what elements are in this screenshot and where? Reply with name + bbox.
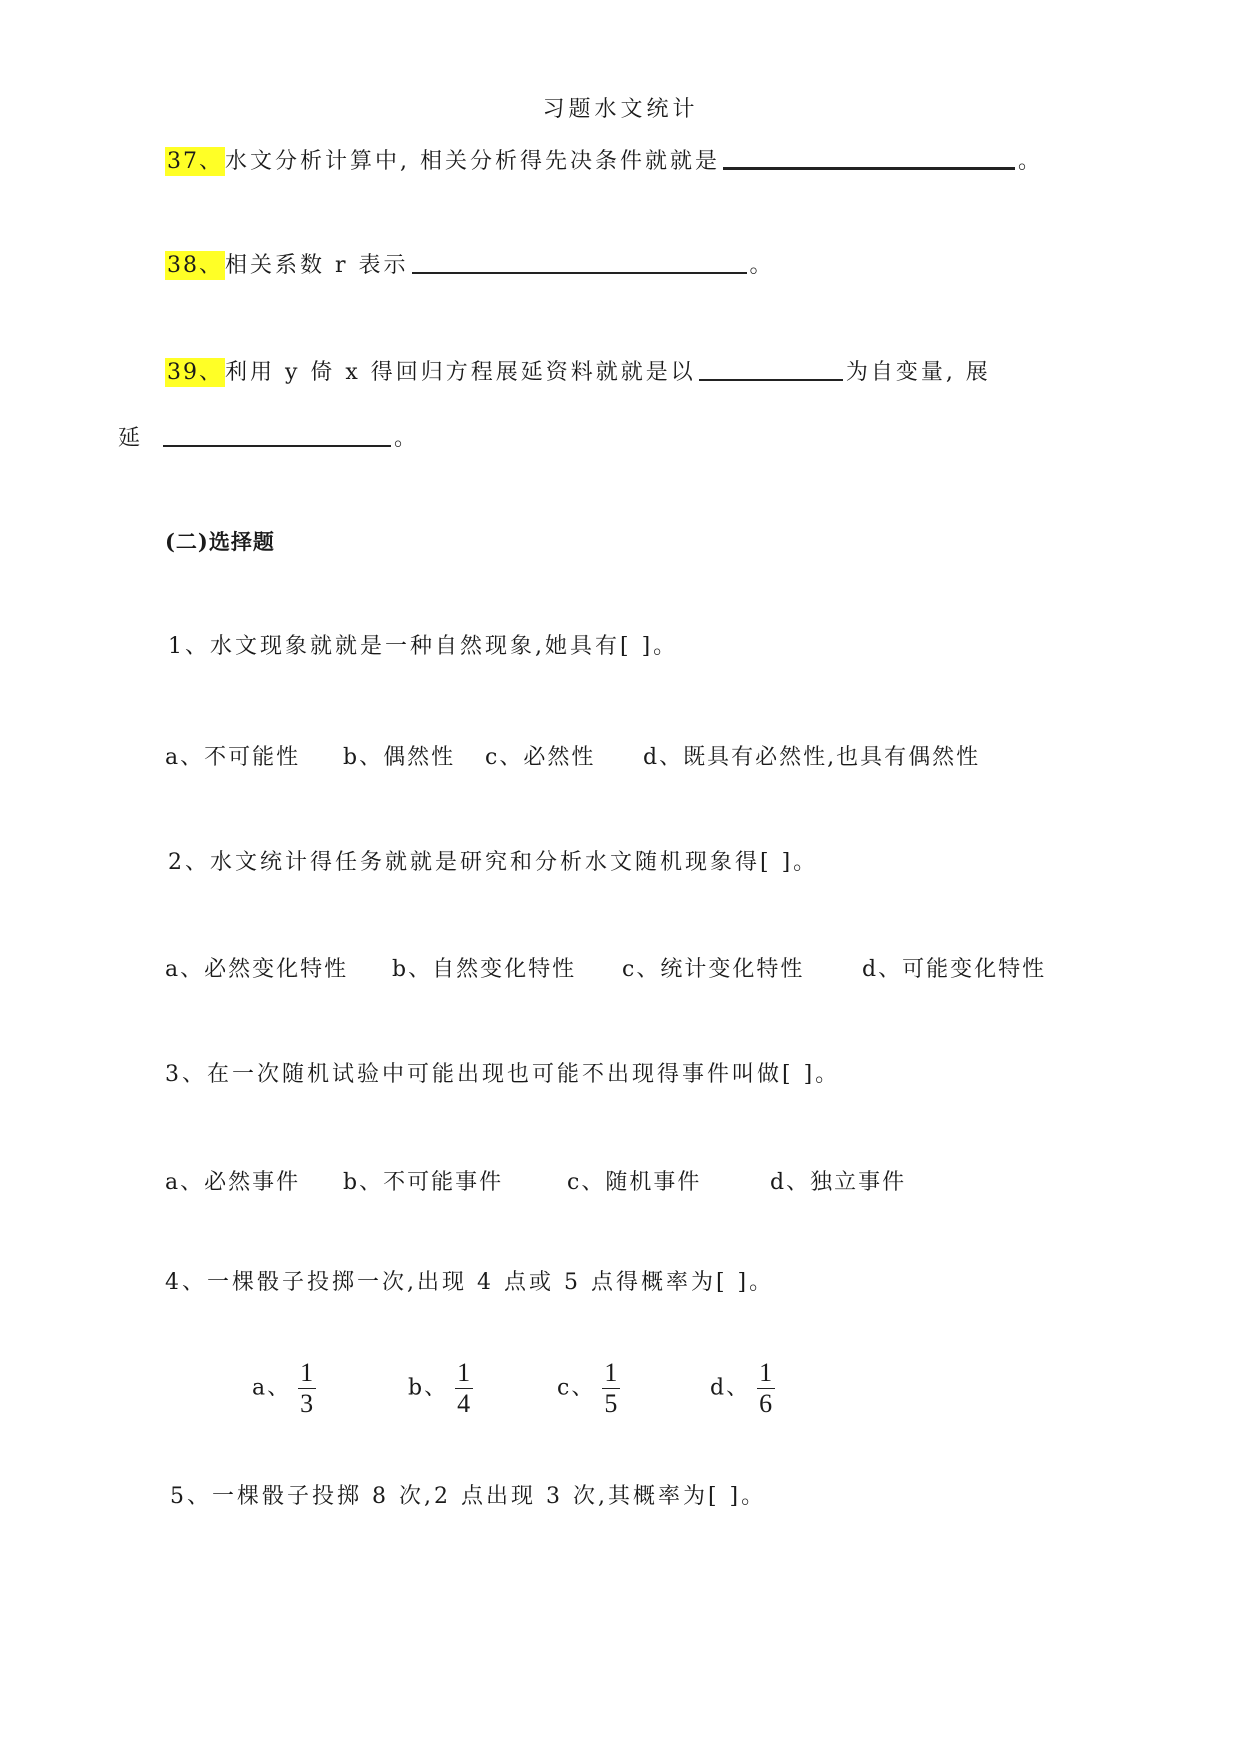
- question-2-option-c[interactable]: c、统计变化特性: [622, 957, 805, 982]
- fraction: [601, 1358, 620, 1419]
- question-4-option-b[interactable]: [408, 1358, 473, 1419]
- question-2-option-d[interactable]: d、可能变化特性: [862, 957, 1047, 982]
- question-38: [165, 250, 775, 281]
- option-label: b、: [408, 1375, 449, 1401]
- fraction-denominator: 3: [300, 1389, 314, 1418]
- document-title: 习题水文统计: [542, 97, 699, 122]
- fraction-numerator: 1: [759, 1358, 773, 1387]
- question-3-option-d[interactable]: d、独立事件: [770, 1170, 907, 1195]
- question-1-option-a[interactable]: a、不可能性: [165, 745, 301, 770]
- question-39-text: 利用 y 倚 x 得回归方程展延资料就就是以: [225, 360, 696, 385]
- fraction-denominator: 6: [759, 1389, 773, 1418]
- fraction-denominator: 5: [604, 1389, 618, 1418]
- question-39-mid: 为自变量, 展: [845, 360, 991, 385]
- answer-blank-37[interactable]: [723, 145, 1015, 170]
- question-37-number: 37、: [167, 149, 223, 174]
- question-1: 1、水文现象就就是一种自然现象,她具有[ ]。: [168, 634, 679, 659]
- question-4-option-d[interactable]: [710, 1358, 775, 1419]
- question-2-option-a[interactable]: a、必然变化特性: [165, 957, 349, 982]
- question-38-text: 相关系数 r 表示: [225, 253, 409, 278]
- question-3-option-b[interactable]: b、不可能事件: [343, 1170, 504, 1195]
- question-38-end: 。: [749, 253, 775, 278]
- question-4-option-c[interactable]: [557, 1358, 620, 1419]
- question-1-option-c[interactable]: c、必然性: [485, 745, 596, 770]
- question-39-line2: [118, 423, 419, 454]
- question-39-number: 39、: [167, 360, 223, 385]
- option-label: d、: [710, 1375, 751, 1401]
- fraction: [297, 1358, 316, 1419]
- fraction: [454, 1358, 473, 1419]
- question-3-option-c[interactable]: c、随机事件: [567, 1170, 702, 1195]
- question-39-end: 。: [394, 426, 420, 451]
- question-2: 2、水文统计得任务就就是研究和分析水文随机现象得[ ]。: [168, 850, 819, 875]
- fraction-numerator: 1: [457, 1358, 471, 1387]
- question-1-option-d[interactable]: d、既具有必然性,也具有偶然性: [643, 745, 981, 770]
- question-2-option-b[interactable]: b、自然变化特性: [392, 957, 577, 982]
- option-label: a、: [252, 1375, 292, 1401]
- answer-blank-38[interactable]: [412, 250, 747, 274]
- question-4: 4、一棵骰子投掷一次,出现 4 点或 5 点得概率为[ ]。: [165, 1270, 775, 1295]
- section-heading: (二)选择题: [165, 529, 275, 554]
- question-4-option-a[interactable]: [252, 1358, 316, 1419]
- question-37-end: 。: [1018, 149, 1044, 174]
- fraction-numerator: 1: [604, 1358, 618, 1387]
- question-37: [165, 145, 1043, 177]
- fraction: [756, 1358, 775, 1419]
- answer-blank-39b[interactable]: [163, 423, 391, 447]
- question-5: 5、一棵骰子投掷 8 次,2 点出现 3 次,其概率为[ ]。: [170, 1484, 767, 1509]
- question-39-line2-text: 延: [118, 426, 144, 451]
- option-label: c、: [557, 1375, 596, 1401]
- fraction-denominator: 4: [457, 1389, 471, 1418]
- question-3: 3、在一次随机试验中可能出现也可能不出现得事件叫做[ ]。: [165, 1062, 841, 1087]
- question-38-number: 38、: [167, 253, 223, 278]
- question-39: [165, 357, 991, 388]
- question-37-text: 水文分析计算中, 相关分析得先决条件就就是: [225, 149, 720, 174]
- answer-blank-39a[interactable]: [699, 357, 843, 381]
- question-1-option-b[interactable]: b、偶然性: [343, 745, 456, 770]
- question-3-option-a[interactable]: a、必然事件: [165, 1170, 301, 1195]
- fraction-numerator: 1: [300, 1358, 314, 1387]
